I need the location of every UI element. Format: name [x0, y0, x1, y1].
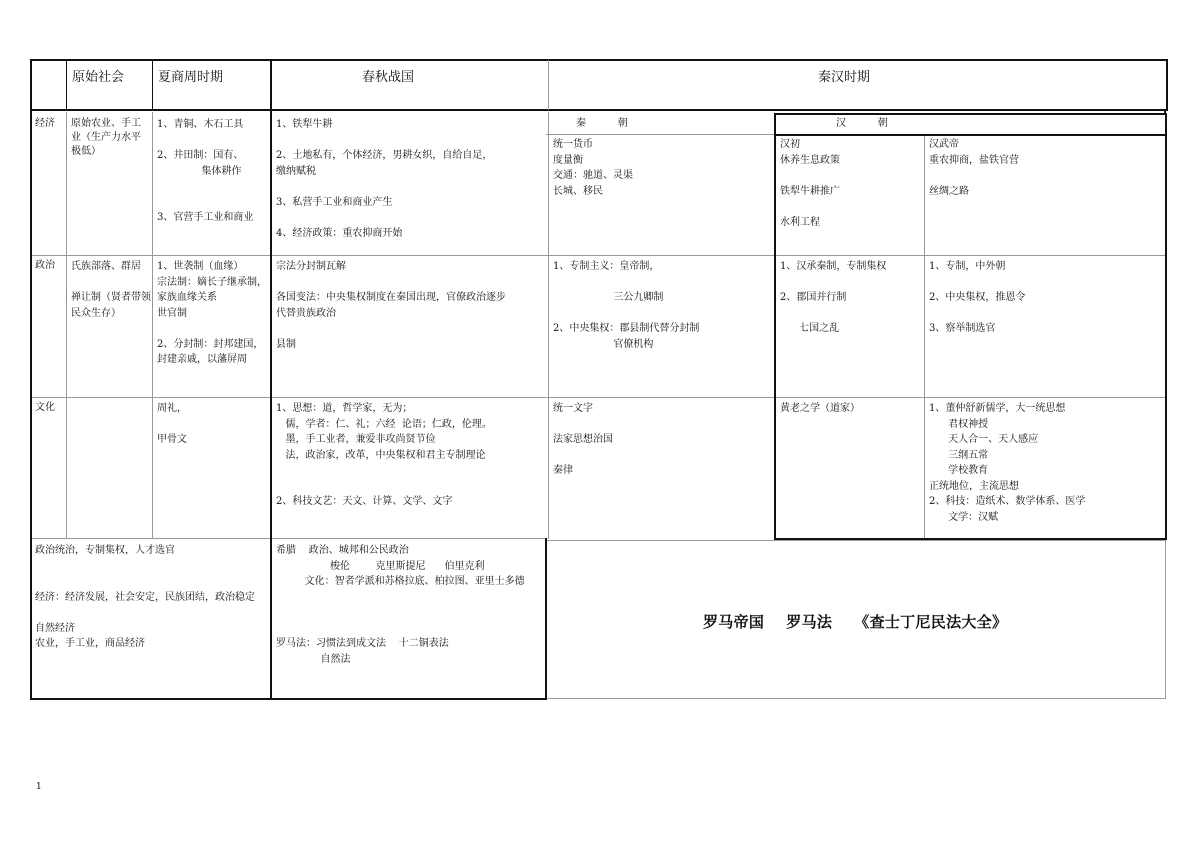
- body-border: [30, 698, 547, 700]
- row-divider: [546, 134, 774, 135]
- economy-han-wudi: 汉武帝 重农抑商，盐铁官营 丝绸之路: [929, 139, 1019, 197]
- culture-qin: 统一文字 法家思想治国 秦律: [553, 403, 613, 476]
- header-border: [30, 59, 1168, 61]
- politics-xsz: 1、世袭制（血缘） 宗法制：嫡长子继承制， 家族血缘关系 世官制 2、分封制：封邦建国， 封建亲戚，以藩屏周: [157, 261, 267, 365]
- header-spring-autumn: 春秋战国: [362, 70, 415, 85]
- han-box-border: [774, 113, 776, 540]
- col-divider: [152, 112, 153, 539]
- header-border: [1166, 59, 1168, 111]
- politics-spring-autumn: 宗法分封制瓦解 各国变法：中央集权制度在秦国出现，官僚政治逐步 代替贵族政治 县制: [276, 261, 506, 350]
- han-box-border: [775, 113, 1167, 115]
- economy-qin: 统一货币 度量衡 交通：驰道、灵渠 长城、移民: [553, 139, 633, 197]
- row-divider: [30, 397, 1166, 398]
- row-label-politics: 政治: [35, 260, 55, 271]
- economy-xsz: 1、青铜、木石工具 2、井田制：国有、 集体耕作 3、官营手工业和商业: [157, 119, 254, 223]
- header-col-divider: [66, 60, 67, 110]
- col-divider: [548, 112, 549, 539]
- han-box-border: [1165, 113, 1167, 540]
- economy-han-early: 汉初 休养生息政策 铁犁牛耕推广 水利工程: [780, 139, 840, 228]
- economy-spring-autumn: 1、铁犁牛耕 2、土地私有，个体经济，男耕女织，自给自足， 缴纳赋税 3、私营手工业和商业产生 4、经济政策：重农抑商开始: [276, 119, 493, 239]
- politics-qin: 1、专制主义：皇帝制， 三公九卿制 2、中央集权：郡县制代替分封制 官僚机构: [553, 261, 700, 350]
- header-col-divider: [152, 60, 153, 110]
- culture-han-wudi: 1、董仲舒新儒学，大一统思想 君权神授 天人合一、天人感应 三纲五常 学校教育 正统地位，主流思想 2、科技：造纸术、数学体系、医学 文学：汉赋: [929, 403, 1086, 523]
- bottom-greece-rome: 希腊 政治、城邦和公民政治 梭伦 克里斯提尼 伯里克利 文化：智者学派和苏格拉底、柏拉图、亚里士多德 罗马法：习惯法到成文法 十二铜表法 自然法: [276, 545, 525, 665]
- header-qin-han: 秦汉时期: [818, 70, 871, 85]
- row-divider: [546, 540, 1166, 541]
- han-box-border: [775, 134, 1167, 136]
- politics-primitive: 氏族部落、群居 禅让制（贤者带领民众生存）: [71, 261, 151, 319]
- economy-primitive: 原始农业、手工业（生产力水平极低）: [71, 118, 141, 157]
- header-xia-shang-zhou: 夏商周时期: [158, 70, 224, 85]
- header-col-divider: [548, 60, 549, 110]
- han-box-border: [775, 538, 1167, 540]
- header-col-divider: [270, 60, 272, 110]
- culture-han-early: 黄老之学（道家）: [780, 403, 860, 414]
- row-divider: [546, 698, 1166, 699]
- col-divider: [1165, 540, 1166, 698]
- subheader-qin: 秦 朝: [576, 118, 628, 129]
- body-border: [270, 110, 272, 700]
- politics-han-wudi: 1、专制，中外朝 2、中央集权，推恩令 3、察举制选官: [929, 261, 1026, 334]
- culture-spring-autumn: 1、思想：道，哲学家，无为； 儒，学者：仁、礼；六经 论语；仁政，伦理。 墨，手工业者，兼爱非攻尚贤节俭 法，政治家，改革，中央集权和君主专制理论 2、科技文艺：天文、计算、文学、文字: [276, 403, 492, 507]
- page-number: 1: [36, 782, 42, 792]
- politics-han-early: 1、汉承秦制，专制集权 2、郡国并行制 七国之乱: [780, 261, 887, 334]
- culture-xsz: 周礼， 甲骨文: [157, 403, 187, 445]
- col-divider: [66, 112, 67, 539]
- header-border: [30, 59, 32, 111]
- col-divider: [924, 134, 925, 539]
- header-primitive-society: 原始社会: [72, 70, 125, 85]
- row-label-culture: 文化: [35, 402, 55, 413]
- bottom-left-summary: 政治统治，专制集权，人才选官 经济：经济发展，社会安定，民族团结，政治稳定 自然经济 农业，手工业，商品经济: [35, 545, 255, 649]
- body-border: [30, 110, 32, 700]
- bottom-roman-empire-title: 罗马帝国 罗马法 《查士丁尼民法大全》: [703, 613, 1008, 631]
- header-border: [30, 109, 1168, 111]
- body-border: [545, 538, 547, 700]
- subheader-han: 汉 朝: [836, 118, 888, 129]
- row-divider: [30, 255, 1166, 256]
- row-divider: [30, 538, 546, 539]
- row-label-economy: 经济: [35, 118, 55, 129]
